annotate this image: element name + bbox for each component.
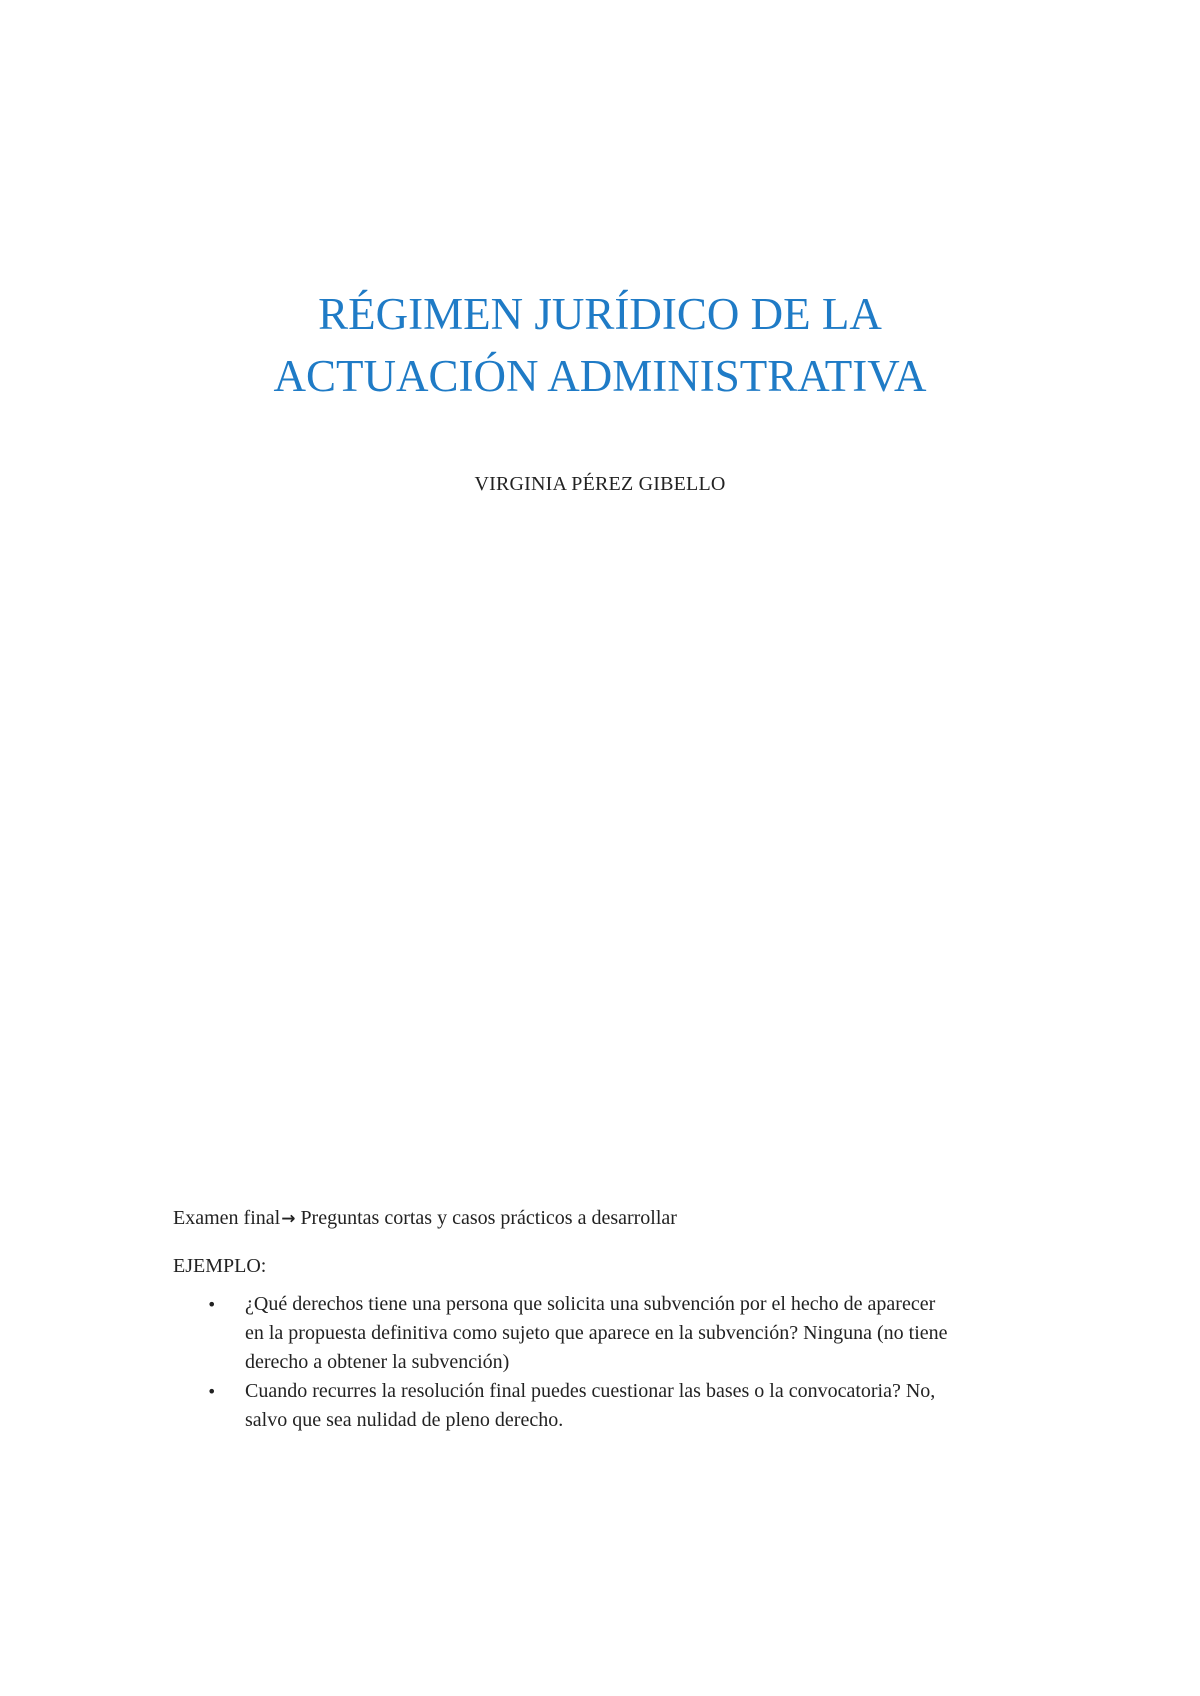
list-item-line: derecho a obtener la subvención): [245, 1351, 510, 1373]
author-name: VIRGINIA PÉREZ GIBELLO: [474, 473, 726, 495]
example-heading: EJEMPLO:: [173, 1255, 267, 1277]
bullet-icon: •: [207, 1295, 217, 1314]
exam-detail: Preguntas cortas y casos prácticos a desarrollar: [300, 1207, 677, 1229]
example-list: [207, 1290, 1047, 1435]
title-line-1: RÉGIMEN JURÍDICO DE LA: [318, 289, 882, 339]
list-item-line: salvo que sea nulidad de pleno derecho.: [245, 1409, 564, 1431]
list-item: [207, 1290, 1047, 1377]
list-item-line: Cuando recurres la resolución final puedes cuestionar las bases o la convocatoria? No,: [245, 1380, 936, 1402]
arrow-right-icon: →: [281, 1209, 296, 1229]
title-line-2: ACTUACIÓN ADMINISTRATIVA: [273, 351, 927, 401]
document-title: [0, 283, 1200, 407]
bullet-icon: •: [207, 1382, 217, 1401]
exam-description: [173, 1205, 677, 1232]
exam-lead: Examen final: [173, 1207, 281, 1229]
list-item-line: ¿Qué derechos tiene una persona que solicita una subvención por el hecho de aparecer: [245, 1293, 936, 1315]
list-item-line: en la propuesta definitiva como sujeto que aparece en la subvención? Ninguna (no tiene: [245, 1322, 948, 1344]
list-item: [207, 1377, 1047, 1435]
